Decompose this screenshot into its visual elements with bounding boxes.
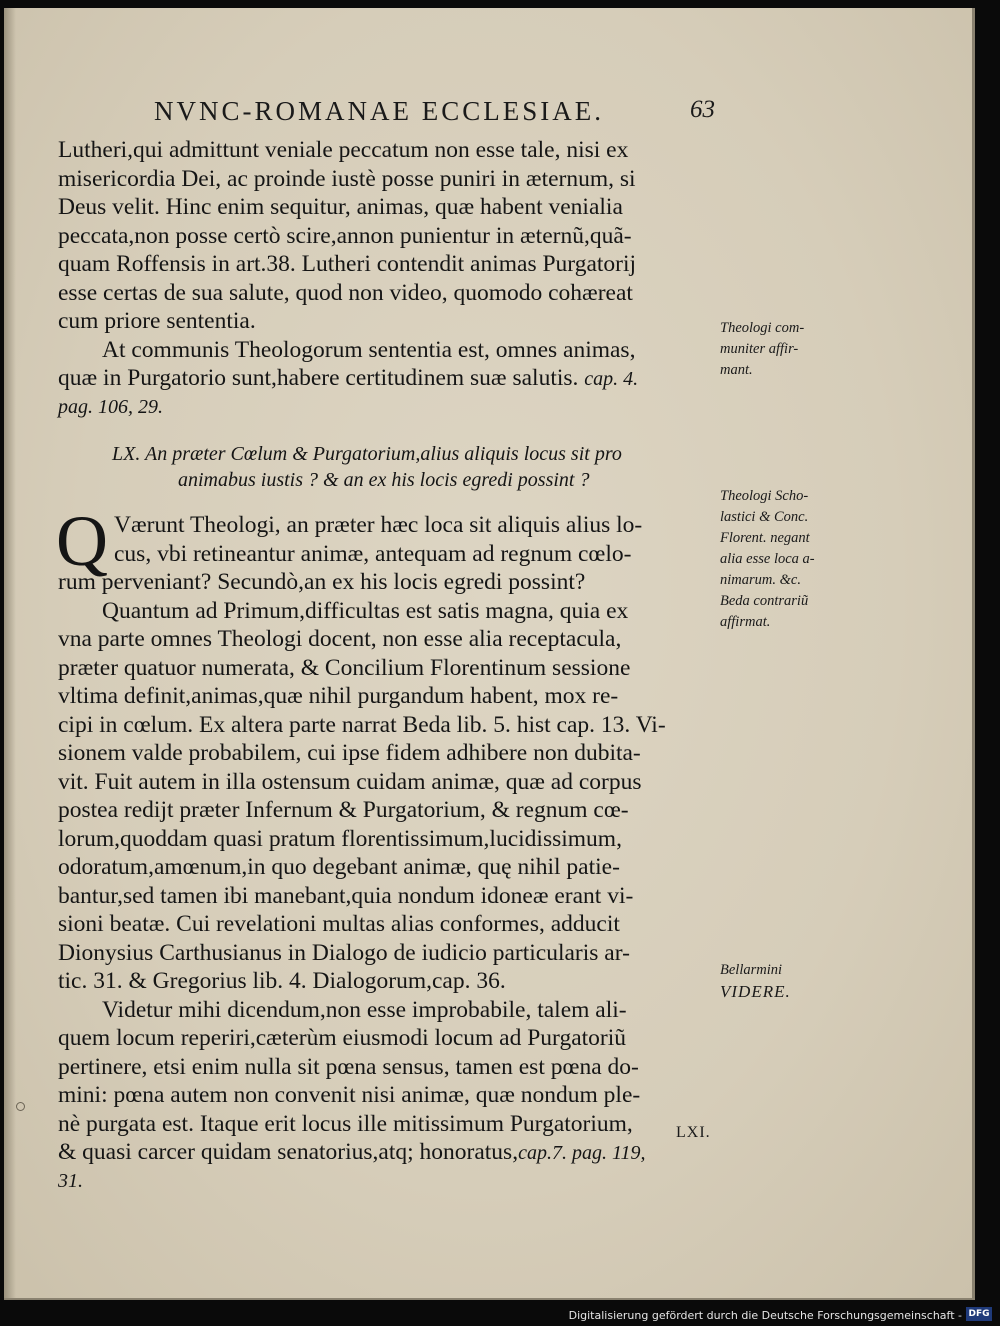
- text-line: vna parte omnes Theologi docent, non esse alia receptacula,: [58, 626, 622, 652]
- text-line: mini: pœna autem non convenit nisi animæ, quæ nondum ple-: [58, 1082, 641, 1108]
- note-line: muniter affir-: [720, 341, 799, 357]
- paragraph-5: [58, 996, 718, 1196]
- text-line: peccata,non posse certò scire,annon punientur in æternũ,quã-: [58, 222, 632, 249]
- text-line: tic. 31. & Gregorius lib. 4. Dialogorum,cap. 36.: [58, 968, 506, 994]
- gutter-shadow: [4, 8, 16, 1298]
- note-line: affirmat.: [720, 614, 771, 630]
- text-line: postea redijt præter Infernum & Purgatorium, & regnum cœ-: [58, 797, 629, 823]
- citation: 31.: [58, 1169, 83, 1192]
- text-line: rum perveniant? Secundò,an ex his locis egredi possint?: [58, 569, 586, 595]
- margin-note-1: [720, 318, 850, 381]
- book-page: [4, 8, 975, 1300]
- text-line: misericordia Dei, ac proinde iustè posse puniri in æternum, si: [58, 165, 636, 192]
- text-line: cum priore sententia.: [58, 308, 256, 334]
- page-hole: [16, 1102, 25, 1111]
- text-line: præter quatuor numerata, & Concilium Florentinum sessione: [58, 654, 631, 681]
- text-line: lorum,quoddam quasi pratum florentissimum,lucidissimum,: [58, 825, 622, 852]
- text-line: sioni beatæ. Cui revelationi multas alias conformes, adducit: [58, 911, 620, 937]
- paragraph-2: [58, 336, 718, 422]
- text-line: Værunt Theologi, an præter hæc loca sit aliquis alius lo-: [114, 512, 643, 538]
- running-head-title: NVNC-ROMANAE ECCLESIAE.: [154, 96, 604, 126]
- text-line: At communis Theologorum sententia est, omnes animas,: [102, 336, 636, 363]
- text-line: bantur,sed tamen ibi manebant,quia nondum idoneæ erant vi-: [58, 882, 634, 909]
- heading-line-2: animabus iustis ? & an ex his locis egredi possint ?: [178, 469, 590, 491]
- text-line: quam Roffensis in art.38. Lutheri contendit animas Purgatorij: [58, 251, 637, 277]
- catchword: LXI.: [676, 1124, 711, 1141]
- text-line: vltima definit,animas,quæ nihil purgandum habent, mox re-: [58, 683, 619, 709]
- paragraph-1: [58, 136, 718, 336]
- dfg-logo: DFG: [966, 1307, 992, 1321]
- note-line: VIDERE.: [720, 982, 791, 1001]
- text-line: [58, 1138, 718, 1167]
- citation: cap. 4.: [584, 368, 639, 390]
- margin-note-2: [720, 486, 850, 633]
- paragraph-3: [56, 501, 718, 597]
- text-line: quem locum reperiri,cæterùm eiusmodi locum ad Purgatoriũ: [58, 1025, 627, 1051]
- text-line: cus, vbi retineantur animæ, antequam ad regnum cœlo-: [114, 540, 632, 567]
- citation: cap.7. pag. 119,: [518, 1142, 646, 1164]
- text-line: esse certas de sua salute, quod non video, quomodo cohæreat: [58, 279, 633, 306]
- note-line: Florent. negant: [720, 530, 810, 546]
- paragraph-4: [58, 597, 718, 996]
- text-line: Deus velit. Hinc enim sequitur, animas, quæ habent venialia: [58, 194, 623, 220]
- margin-note-3: [720, 960, 850, 1002]
- note-line: lastici & Conc.: [720, 509, 809, 525]
- note-line: Bellarmini: [720, 962, 783, 978]
- note-line: Theologi com-: [720, 320, 805, 336]
- chapter-heading: [58, 441, 718, 493]
- digitization-credit: Digitalisierung gefördert durch die Deutsche Forschungsgemeinschaft -: [568, 1309, 962, 1322]
- text-line: vit. Fuit autem in illa ostensum cuidam animæ, quæ ad corpus: [58, 768, 642, 795]
- citation: pag. 106, 29.: [58, 395, 163, 418]
- note-line: Theologi Scho-: [720, 488, 809, 504]
- text-line: Quantum ad Primum,difficultas est satis magna, quia ex: [102, 597, 629, 624]
- text-line: pertinere, etsi enim nulla sit pœna sensus, tamen est pœna do-: [58, 1053, 639, 1080]
- note-line: Beda contrariũ: [720, 593, 809, 609]
- note-line: mant.: [720, 362, 753, 378]
- note-line: nimarum. &c.: [720, 572, 801, 588]
- text-segment: quæ in Purgatorio sunt,habere certitudinem suæ salutis.: [58, 365, 579, 391]
- main-text-column: [58, 136, 718, 1195]
- text-line: nè purgata est. Itaque erit locus ille mitissimum Purgatorium,: [58, 1110, 633, 1137]
- text-line: Videtur mihi dicendum,non esse improbabile, talem ali-: [102, 996, 627, 1023]
- note-line: alia esse loca a-: [720, 551, 815, 567]
- heading-line-1: LX. An præter Cœlum & Purgatorium,alius aliquis locus sit pro: [112, 443, 622, 465]
- text-line: Lutheri,qui admittunt veniale peccatum non esse tale, nisi ex: [58, 137, 629, 163]
- text-line: odoratum,amœnum,in quo degebant animæ, quę nihil patie-: [58, 854, 620, 880]
- drop-cap: Q: [56, 501, 108, 581]
- text-line: [58, 364, 718, 393]
- text-line: cipi in cœlum. Ex altera parte narrat Beda lib. 5. hist cap. 13. Vi-: [58, 711, 666, 738]
- page-number: 63: [690, 96, 715, 123]
- text-segment: & quasi carcer quidam senatorius,atq; honoratus,: [58, 1139, 519, 1165]
- text-line: sionem valde probabilem, cui ipse fidem adhibere non dubita-: [58, 740, 641, 766]
- text-line: Dionysius Carthusianus in Dialogo de iudicio particularis ar-: [58, 939, 630, 966]
